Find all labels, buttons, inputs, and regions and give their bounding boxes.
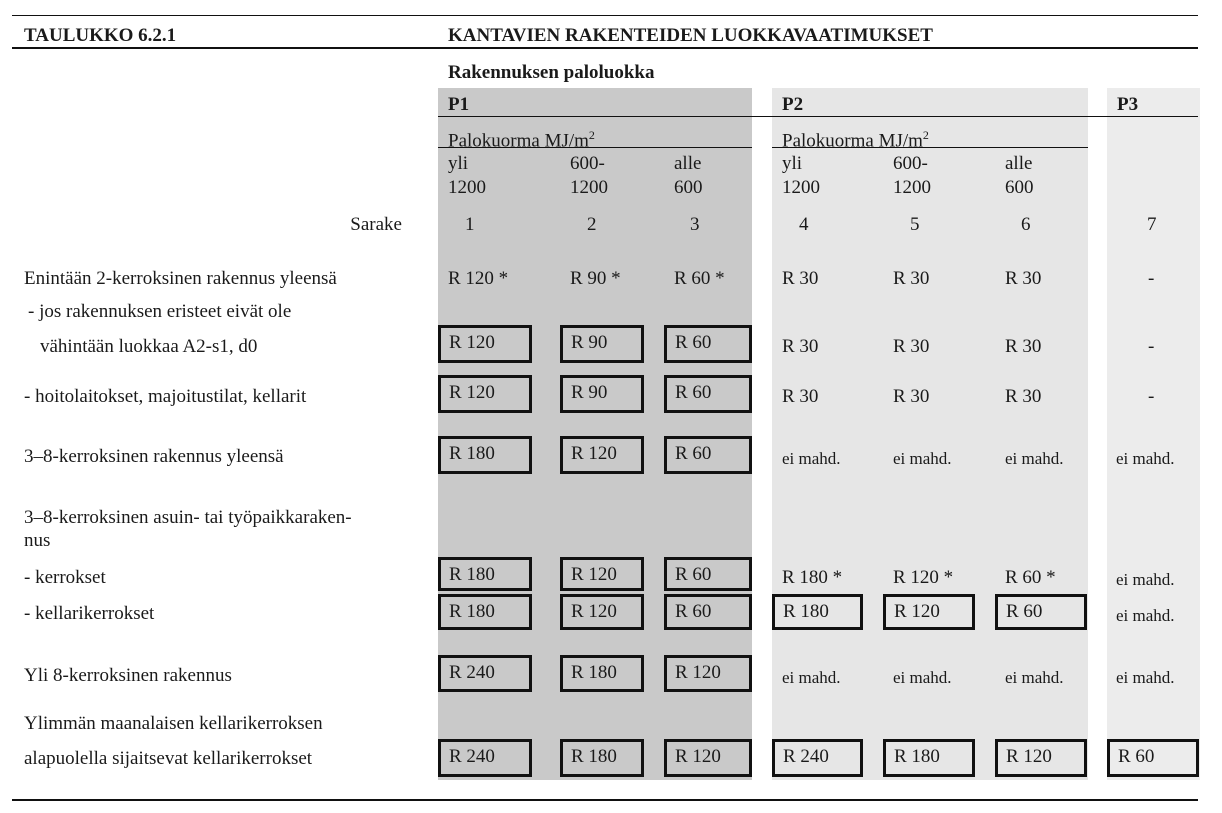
boxed-cell: R 120: [438, 325, 532, 363]
row-label: 3–8-kerroksinen rakennus yleensä: [24, 446, 284, 467]
group-header: Rakennuksen paloluokka: [448, 62, 655, 83]
boxed-cell: R 240: [438, 739, 532, 777]
row-label: - hoitolaitokset, majoitustilat, kellarit: [24, 386, 307, 407]
sarake-label: Sarake: [350, 214, 402, 235]
table-cell: R 90 *: [570, 268, 621, 289]
boxed-cell: R 180: [772, 594, 863, 630]
boxed-cell: R 240: [438, 655, 532, 692]
table-cell: ei mahd.: [893, 449, 952, 468]
table-cell: ei mahd.: [1116, 449, 1175, 468]
row-label: Enintään 2-kerroksinen rakennus yleensä: [24, 268, 337, 289]
table-cell: -: [1148, 386, 1155, 407]
p1-mid: 600- 1200: [570, 153, 608, 198]
table-cell: R 60 *: [674, 268, 725, 289]
p1-yli: yli 1200: [448, 153, 486, 198]
boxed-cell: R 60: [664, 325, 752, 363]
row-label: vähintään luokkaa A2-s1, d0: [40, 336, 258, 357]
col-num-4: 4: [799, 214, 809, 235]
p2-alle: alle 600: [1005, 153, 1034, 198]
p2-palokuorma: Palokuorma $MJ/m^2$: [782, 128, 929, 152]
boxed-cell: R 60: [664, 436, 752, 474]
table-cell: R 120 *: [893, 567, 954, 588]
boxed-cell: R 60: [664, 594, 752, 630]
class-p2: P2: [782, 94, 804, 115]
boxed-cell: R 180: [438, 557, 532, 591]
boxed-cell: R 90: [560, 375, 644, 413]
table-cell: R 30: [1005, 268, 1042, 289]
col-num-1: 1: [465, 214, 475, 235]
table-cell: R 30: [893, 268, 930, 289]
row-label: alapuolella sijaitsevat kellarikerrokset: [24, 748, 313, 769]
title-rule: [12, 47, 1198, 49]
col-num-3: 3: [690, 214, 700, 235]
boxed-cell: R 120: [664, 655, 752, 692]
boxed-cell: R 180: [883, 739, 975, 777]
class-rule: [438, 116, 1198, 117]
col-num-2: 2: [587, 214, 597, 235]
table-cell: R 30: [782, 336, 819, 357]
table-cell: ei mahd.: [1005, 668, 1064, 687]
table-cell: ei mahd.: [1005, 449, 1064, 468]
class-p1: P1: [448, 94, 470, 115]
table-cell: R 30: [782, 268, 819, 289]
boxed-cell: R 120: [560, 594, 644, 630]
table-cell: R 60 *: [1005, 567, 1056, 588]
table-cell: ei mahd.: [893, 668, 952, 687]
p1-alle: alle 600: [674, 153, 703, 198]
table-cell: ei mahd.: [782, 668, 841, 687]
boxed-cell: R 60: [995, 594, 1087, 630]
p2-mid: 600- 1200: [893, 153, 931, 198]
table-cell: R 30: [893, 386, 930, 407]
table-title: KANTAVIEN RAKENTEIDEN LUOKKAVAATIMUKSET: [448, 25, 933, 46]
table-cell: R 180 *: [782, 567, 843, 588]
row-label: - jos rakennuksen eristeet eivät ole: [28, 301, 292, 322]
row-label: nus: [24, 530, 51, 551]
col-num-6: 6: [1021, 214, 1031, 235]
boxed-cell: R 240: [772, 739, 863, 777]
boxed-cell: R 180: [560, 739, 644, 777]
row-label: Yli 8-kerroksinen rakennus: [24, 665, 232, 686]
boxed-cell: R 180: [438, 594, 532, 630]
table-cell: -: [1148, 268, 1155, 289]
boxed-cell: R 60: [1107, 739, 1199, 777]
table-cell: ei mahd.: [1116, 668, 1175, 687]
boxed-cell: R 180: [438, 436, 532, 474]
col-num-7: 7: [1147, 214, 1157, 235]
table-cell: ei mahd.: [1116, 606, 1175, 625]
bottom-rule: [12, 799, 1198, 801]
boxed-cell: R 120: [995, 739, 1087, 777]
col-num-5: 5: [910, 214, 920, 235]
boxed-cell: R 90: [560, 325, 644, 363]
row-label: - kellarikerrokset: [24, 603, 155, 624]
table-cell: R 30: [1005, 386, 1042, 407]
table-cell: -: [1148, 336, 1155, 357]
table-id: TAULUKKO 6.2.1: [24, 25, 177, 46]
table-cell: ei mahd.: [1116, 570, 1175, 589]
boxed-cell: R 120: [664, 739, 752, 777]
table-cell: R 120 *: [448, 268, 509, 289]
p1-palokuorma: Palokuorma $MJ/m^2$: [448, 128, 595, 152]
table-cell: ei mahd.: [782, 449, 841, 468]
boxed-cell: R 120: [560, 436, 644, 474]
table-cell: R 30: [1005, 336, 1042, 357]
boxed-cell: R 60: [664, 557, 752, 591]
class-p3: P3: [1117, 94, 1139, 115]
table-cell: R 30: [782, 386, 819, 407]
boxed-cell: R 120: [883, 594, 975, 630]
row-label: - kerrokset: [24, 567, 106, 588]
boxed-cell: R 180: [560, 655, 644, 692]
row-label: Ylimmän maanalaisen kellarikerroksen: [24, 713, 323, 734]
boxed-cell: R 120: [560, 557, 644, 591]
p2-yli: yli 1200: [782, 153, 820, 198]
table-cell: R 30: [893, 336, 930, 357]
boxed-cell: R 60: [664, 375, 752, 413]
boxed-cell: R 120: [438, 375, 532, 413]
top-rule: [12, 15, 1198, 16]
row-label: 3–8-kerroksinen asuin- tai työpaikkaraken-: [24, 507, 352, 528]
